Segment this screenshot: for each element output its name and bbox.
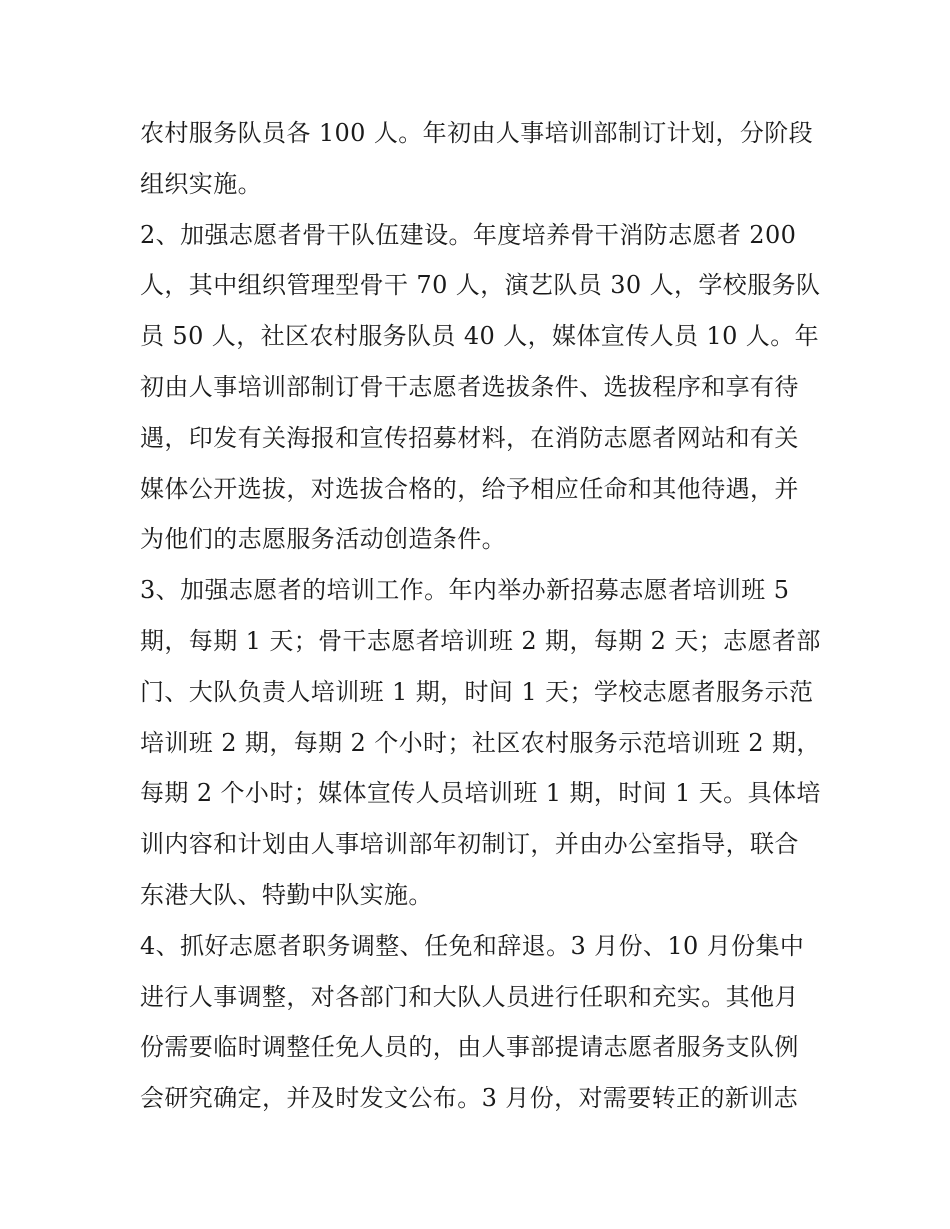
text-line: 组织实施。 (140, 169, 262, 198)
text-line: 人，其中组织管理型骨干 70 人，演艺队员 30 人，学校服务队 (140, 271, 821, 300)
text-line: 4、抓好志愿者职务调整、任免和辞退。3 月份、10 月份集中 (140, 931, 805, 960)
text-line: 训内容和计划由人事培训部年初制订，并由办公室指导，联合 (140, 830, 799, 859)
text-line: 农村服务队员各 100 人。年初由人事培训部制订计划，分阶段 (140, 119, 814, 147)
text-line: 媒体公开选拔，对选拔合格的，给予相应任命和其他待遇，并 (140, 474, 799, 503)
text-line: 期，每期 1 天；骨干志愿者培训班 2 期，每期 2 天；志愿者部 (140, 626, 821, 655)
text-line: 进行人事调整，对各部门和大队人员进行任职和充实。其他月 (140, 982, 799, 1011)
text-line: 门、大队负责人培训班 1 期，时间 1 天；学校志愿者服务示范 (140, 677, 814, 706)
body-text (140, 108, 820, 1124)
text-line: 培训班 2 期，每期 2 个小时；社区农村服务示范培训班 2 期， (140, 728, 821, 757)
text-line: 员 50 人，社区农村服务队员 40 人，媒体宣传人员 10 人。年 (140, 322, 819, 351)
text-line: 份需要临时调整任免人员的，由人事部提请志愿者服务支队例 (140, 1033, 799, 1062)
text-line: 会研究确定，并及时发文公布。3 月份，对需要转正的新训志 (140, 1084, 799, 1113)
text-line: 遇，印发有关海报和宣传招募材料，在消防志愿者网站和有关 (140, 423, 799, 452)
text-line: 2、加强志愿者骨干队伍建设。年度培养骨干消防志愿者 200 (140, 220, 797, 249)
text-line: 初由人事培训部制订骨干志愿者选拔条件、选拔程序和享有待 (140, 372, 799, 401)
text-line: 为他们的志愿服务活动创造条件。 (140, 525, 506, 554)
text-line: 东港大队、特勤中队实施。 (140, 880, 433, 909)
text-line: 每期 2 个小时；媒体宣传人员培训班 1 期，时间 1 天。具体培 (140, 779, 821, 808)
text-line: 3、加强志愿者的培训工作。年内举办新招募志愿者培训班 5 (140, 576, 790, 605)
